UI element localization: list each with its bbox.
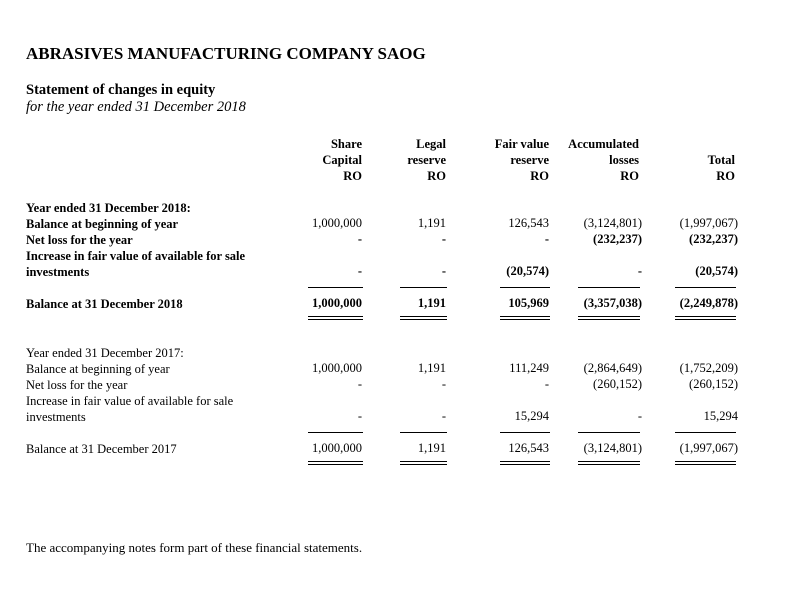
column-header-legal-reserve: Legal reserve RO (407, 137, 446, 183)
cell-net-loss-2017-fair-value: - (544, 377, 549, 391)
subtotal-rule (578, 287, 640, 288)
cell-closing-2017-total: (1,997,067) (679, 441, 738, 455)
subtotal-rule (675, 432, 736, 433)
cell-opening-2017-share-capital: 1,000,000 (312, 361, 362, 375)
cell-fair-value-2017-legal-reserve: - (441, 409, 446, 423)
total-double-rule (400, 316, 447, 320)
footer-note: The accompanying notes form part of these financial statements. (26, 540, 363, 555)
cell-net-loss-2017-total: (260,152) (689, 377, 738, 391)
subtotal-rule (675, 287, 736, 288)
section-heading-2018: Year ended 31 December 2018: (26, 201, 191, 215)
cell-opening-2017-total: (1,752,209) (679, 361, 738, 375)
subtotal-rule (500, 432, 550, 433)
cell-fair-value-2017-fair-value: 15,294 (514, 409, 549, 423)
row-label-fair-value-2017: Increase in fair value of available for sale (26, 394, 234, 408)
total-double-rule (675, 316, 736, 320)
row-label-fair-value-cont-2017: investments (26, 410, 86, 424)
cell-net-loss-2017-share-capital: - (357, 377, 362, 391)
cell-opening-2018-accumulated: (3,124,801) (583, 216, 642, 230)
row-label-opening-2018: Balance at beginning of year (26, 217, 179, 231)
cell-fair-value-2018-share-capital: - (357, 264, 362, 278)
subtotal-rule (308, 287, 363, 288)
cell-opening-2017-legal-reserve: 1,191 (417, 361, 446, 375)
total-double-rule (308, 316, 363, 320)
cell-fair-value-2017-total: 15,294 (703, 409, 738, 423)
cell-closing-2018-legal-reserve: 1,191 (417, 296, 446, 310)
subtotal-rule (578, 432, 640, 433)
row-label-fair-value-cont-2018: investments (26, 265, 90, 279)
cell-closing-2018-total: (2,249,878) (679, 296, 738, 310)
cell-closing-2018-accumulated: (3,357,038) (583, 296, 642, 310)
cell-closing-2017-fair-value: 126,543 (508, 441, 549, 455)
statement-title: Statement of changes in equity (26, 82, 216, 98)
row-label-fair-value-2018: Increase in fair value of available for sale (26, 249, 246, 263)
row-label-net-loss-2017: Net loss for the year (26, 378, 128, 392)
cell-net-loss-2017-legal-reserve: - (441, 377, 446, 391)
cell-closing-2017-accumulated: (3,124,801) (583, 441, 642, 455)
cell-net-loss-2018-legal-reserve: - (441, 232, 446, 246)
total-double-rule (578, 316, 640, 320)
cell-closing-2018-fair-value: 105,969 (508, 296, 549, 310)
cell-fair-value-2018-legal-reserve: - (441, 264, 446, 278)
cell-fair-value-2018-fair-value: (20,574) (506, 264, 549, 278)
column-header-accumulated-losses: Accumulated losses RO (568, 137, 639, 183)
cell-closing-2017-share-capital: 1,000,000 (312, 441, 362, 455)
cell-net-loss-2018-accumulated: (232,237) (593, 232, 642, 246)
cell-opening-2018-total: (1,997,067) (679, 216, 738, 230)
cell-opening-2018-legal-reserve: 1,191 (417, 216, 446, 230)
column-header-share-capital: Share Capital RO (322, 137, 362, 183)
row-label-closing-2018: Balance at 31 December 2018 (26, 297, 183, 311)
cell-opening-2017-fair-value: 111,249 (509, 361, 549, 375)
section-heading-2017: Year ended 31 December 2017: (26, 346, 184, 360)
column-header-total: Total RO (707, 153, 735, 183)
statement-subtitle: for the year ended 31 December 2018 (26, 99, 246, 115)
cell-net-loss-2018-share-capital: - (357, 232, 362, 246)
subtotal-rule (400, 287, 447, 288)
total-double-rule (675, 461, 736, 465)
cell-fair-value-2017-accumulated: - (637, 409, 642, 423)
cell-fair-value-2018-accumulated: - (637, 264, 642, 278)
cell-fair-value-2018-total: (20,574) (695, 264, 738, 278)
row-label-opening-2017: Balance at beginning of year (26, 362, 170, 376)
cell-opening-2018-fair-value: 126,543 (508, 216, 549, 230)
column-header-fair-value-reserve: Fair value reserve RO (494, 137, 549, 183)
total-double-rule (500, 316, 550, 320)
cell-closing-2017-legal-reserve: 1,191 (417, 441, 446, 455)
subtotal-rule (500, 287, 550, 288)
cell-fair-value-2017-share-capital: - (357, 409, 362, 423)
total-double-rule (308, 461, 363, 465)
cell-opening-2017-accumulated: (2,864,649) (583, 361, 642, 375)
row-label-net-loss-2018: Net loss for the year (26, 233, 133, 247)
cell-closing-2018-share-capital: 1,000,000 (312, 296, 362, 310)
total-double-rule (578, 461, 640, 465)
cell-net-loss-2018-fair-value: - (544, 232, 549, 246)
cell-net-loss-2018-total: (232,237) (689, 232, 738, 246)
row-label-closing-2017: Balance at 31 December 2017 (26, 442, 177, 456)
cell-net-loss-2017-accumulated: (260,152) (593, 377, 642, 391)
total-double-rule (400, 461, 447, 465)
company-name: ABRASIVES MANUFACTURING COMPANY SAOG (26, 44, 426, 63)
total-double-rule (500, 461, 550, 465)
subtotal-rule (308, 432, 363, 433)
cell-opening-2018-share-capital: 1,000,000 (312, 216, 362, 230)
subtotal-rule (400, 432, 447, 433)
